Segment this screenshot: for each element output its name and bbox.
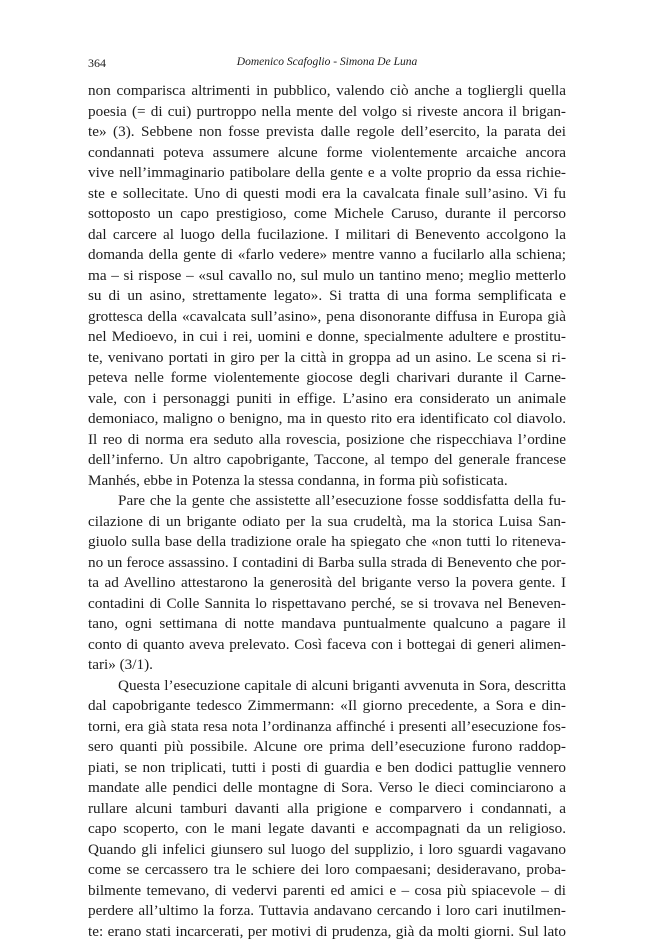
body-text xyxy=(88,81,566,942)
paragraph xyxy=(88,81,566,491)
text-line: te» (3). Sebbene non fosse prevista dalle regole dell’esercito, la parata dei xyxy=(88,122,566,143)
text-line: te: erano stati incarcerati, per motivi di prudenza, già da molti giorni. Sul lato xyxy=(88,922,566,942)
running-head: Domenico Scafoglio - Simona De Luna xyxy=(88,56,566,68)
text-line: nel Medioevo, in cui i rei, uomini e donne, specialmente adultere e prostitu- xyxy=(88,327,566,348)
text-line: condannati poteva assumere alcune forme violentemente arcaiche ancora xyxy=(88,143,566,164)
text-line: dal carcere al luogo della fucilazione. I militari di Benevento accolgono la xyxy=(88,225,566,246)
text-line: peteva nelle forme violentemente giocose degli charivari durante il Carne- xyxy=(88,368,566,389)
text-line: ma – si rispose – «sul cavallo no, sul mulo un tantino meno; meglio metterlo xyxy=(88,266,566,287)
text-line: mandate alle pendici delle montagne di Sora. Verso le dieci cominciarono a xyxy=(88,778,566,799)
text-line: piati, se non triplicati, tutti i posti di guardia e ben dodici pattuglie vennero xyxy=(88,758,566,779)
text-line: perdere all’ultimo la forza. Tuttavia andavano cercando i loro cari inutilmen- xyxy=(88,901,566,922)
text-line: Manhés, ebbe in Potenza la stessa condanna, in forma più sofisticata. xyxy=(88,471,566,492)
text-line: grottesca della «cavalcata sull’asino», pena disonorante diffusa in Europa già xyxy=(88,307,566,328)
text-line: ta ad Avellino attestarono la generosità del brigante verso la povera gente. I xyxy=(88,573,566,594)
text-line: non comparisca altrimenti in pubblico, valendo ciò anche a togliergli quella xyxy=(88,81,566,102)
page-number: 364 xyxy=(88,56,106,71)
text-line: domanda della gente di «farlo vedere» mentre vanno a fucilarlo alla schiena; xyxy=(88,245,566,266)
text-line: Questa l’esecuzione capitale di alcuni briganti avvenuta in Sora, descritta xyxy=(88,676,566,697)
text-line: ste e sollecitate. Uno di questi modi era la cavalcata finale sull’asino. Vi fu xyxy=(88,184,566,205)
text-line: cilazione di un brigante odiato per la sua crudeltà, ma la storica Luisa San- xyxy=(88,512,566,533)
text-line: sottoposto un capo prestigioso, come Michele Caruso, durante il percorso xyxy=(88,204,566,225)
text-line: bilmente temevano, di vedervi parenti ed amici e – cosa più spiacevole – di xyxy=(88,881,566,902)
text-line: su di un asino, strettamente legato». Si tratta di una forma semplificata e xyxy=(88,286,566,307)
text-line: Il reo di norma era seduto alla rovescia, posizione che rispecchiava l’ordine xyxy=(88,430,566,451)
text-line: come se cercassero tra le schiere dei loro compaesani; desideravano, proba- xyxy=(88,860,566,881)
text-line: demoniaco, maligno o benigno, ma in questo rito era identificato col diavolo. xyxy=(88,409,566,430)
text-line: te, venivano portati in giro per la città in groppa ad un asino. Le scena si ri- xyxy=(88,348,566,369)
paragraph xyxy=(88,676,566,942)
text-line: no un feroce assassino. I contadini di Barba sulla strada di Benevento che por- xyxy=(88,553,566,574)
paragraph xyxy=(88,491,566,676)
text-line: giuolo sulla base della tradizione orale ha spiegato che «non tutti lo riteneva- xyxy=(88,532,566,553)
text-line: torni, era già stata resa nota l’ordinanza affinché i presenti all’esecuzione fos- xyxy=(88,717,566,738)
text-line: capo scoperto, con le mani legate davanti e accompagnati da un religioso. xyxy=(88,819,566,840)
text-line: dell’inferno. Un altro capobrigante, Taccone, al tempo del generale francese xyxy=(88,450,566,471)
text-line: Pare che la gente che assistette all’esecuzione fosse soddisfatta della fu- xyxy=(88,491,566,512)
text-line: poesia (= di cui) purtroppo nella mente del volgo si riveste ancora il brigan- xyxy=(88,102,566,123)
text-line: vive nell’immaginario patibolare della gente e a volte proprio da essa richie- xyxy=(88,163,566,184)
page-header xyxy=(88,56,566,72)
text-line: contadini di Colle Sannita lo rispettavano perché, se si trovava nel Beneven- xyxy=(88,594,566,615)
text-line: sero quanti più possibile. Alcune ore prima dell’esecuzione furono raddop- xyxy=(88,737,566,758)
text-line: rullare alcuni tamburi davanti alla prigione e comparvero i condannati, a xyxy=(88,799,566,820)
text-line: tari» (3/1). xyxy=(88,655,566,676)
text-line: vale, con i personaggi puniti in effige. L’asino era considerato un animale xyxy=(88,389,566,410)
text-line: tano, ogni settimana di notte mandava puntualmente qualcuno a pagare il xyxy=(88,614,566,635)
text-line: Quando gli infelici giunsero sul luogo del supplizio, i loro sguardi vagavano xyxy=(88,840,566,861)
text-line: conto di quanto aveva prelevato. Così faceva con i bottegai di generi alimen- xyxy=(88,635,566,656)
text-line: dal capobrigante tedesco Zimmermann: «Il giorno precedente, a Sora e din- xyxy=(88,696,566,717)
